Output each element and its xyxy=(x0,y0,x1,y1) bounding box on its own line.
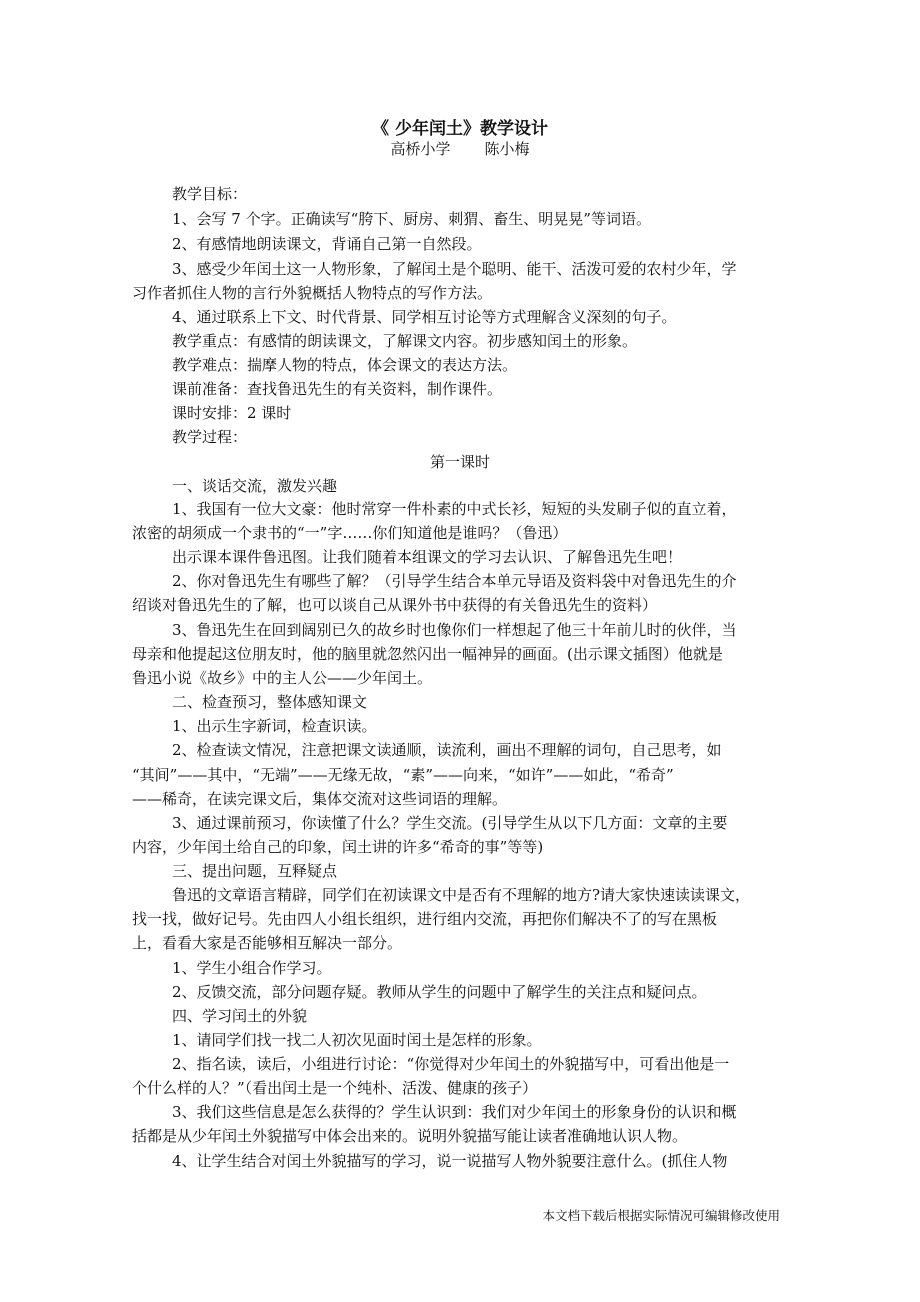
text-line: 浓密的胡须成一个隶书的“一”字……你们知道他是谁吗？（鲁迅） xyxy=(132,524,568,542)
text-line: 二、检查预习，整体感知课文 xyxy=(172,693,368,711)
text-line: 1、会写 7 个字。正确读写“胯下、厨房、刺猬、畜生、明晃晃”等词语。 xyxy=(172,210,651,228)
text-line: 内容，少年闰土给自己的印象，闰土讲的许多“希奇的事”等等) xyxy=(132,838,544,856)
text-line: 3、我们这些信息是怎么获得的？学生认识到：我们对少年闰土的形象身份的认识和概 xyxy=(172,1103,737,1121)
text-line: ——稀奇，在读完课文后，集体交流对这些词语的理解。 xyxy=(132,790,508,808)
teacher-name: 陈小梅 xyxy=(484,140,530,158)
text-line: 教学过程： xyxy=(172,428,248,446)
text-line: 教学难点：揣摩人物的特点，体会课文的表达方法。 xyxy=(172,356,518,374)
text-line: 1、请同学们找一找二人初次见面时闰土是怎样的形象。 xyxy=(172,1031,542,1049)
text-line: 4、让学生结合对闰土外貌描写的学习，说一说描写人物外貌要注意什么。(抓住人物 xyxy=(172,1152,728,1170)
text-line: 2、有感情地朗读课文，背诵自己第一自然段。 xyxy=(172,235,482,253)
text-line: 1、学生小组合作学习。 xyxy=(172,959,332,977)
text-line: 3、感受少年闰土这一人物形象，了解闰土是个聪明、能干、活泼可爱的农村少年，学 xyxy=(172,260,737,278)
text-line: 四、学习闰土的外貌 xyxy=(172,1007,308,1025)
text-line: 上，看看大家是否能够相互解决一部分。 xyxy=(132,934,403,952)
text-line: 3、鲁迅先生在回到阔别已久的故乡时也像你们一样想起了他三十年前儿时的伙伴，当 xyxy=(172,621,737,639)
text-line: 找一找，做好记号。先由四人小组长组织，进行组内交流，再把你们解决不了的写在黑板 xyxy=(132,910,718,928)
text-line: 1、出示生字新词，检查识读。 xyxy=(172,717,377,735)
text-line: 教学重点：有感情的朗读课文，了解课文内容。初步感知闰土的形象。 xyxy=(172,332,638,350)
section-heading: 第一课时 xyxy=(429,453,490,471)
author-line xyxy=(0,138,920,159)
text-line: 2、反馈交流，部分问题存疑。教师从学生的问题中了解学生的关注点和疑问点。 xyxy=(172,983,707,1001)
text-line: 一、谈话交流，激发兴趣 xyxy=(172,477,338,495)
text-line: 课前准备：查找鲁迅先生的有关资料，制作课件。 xyxy=(172,380,503,398)
text-line: 鲁迅小说《故乡》中的主人公——少年闰土。 xyxy=(132,669,433,687)
footer-note: 本文档下载后根据实际情况可编辑修改使用 xyxy=(542,1208,780,1223)
text-line: 3、通过课前预习，你读懂了什么？学生交流。(引导学生从以下几方面：文章的主要 xyxy=(172,814,728,832)
text-line: 习作者抓住人物的言行外貌概括人物特点的写作方法。 xyxy=(132,284,493,302)
text-line: 2、检查读文情况，注意把课文读通顺，读流利，画出不理解的词句，自己思考，如 xyxy=(172,741,722,759)
text-line: “其间”——其中，“无端”——无缘无故，“素”——向来，“如许”——如此，“希奇” xyxy=(132,766,674,784)
text-line: 绍谈对鲁迅先生的了解，也可以谈自己从课外书中获得的有关鲁迅先生的资料） xyxy=(132,596,658,614)
text-line: 鲁迅的文章语言精辟，同学们在初读课文中是否有不理解的地方?请大家快速读读课文， xyxy=(172,886,751,904)
text-line: 教学目标： xyxy=(172,185,248,203)
text-line: 母亲和他提起这位朋友时，他的脑里就忽然闪出一幅神异的画面。(出示课文插图）他就是 xyxy=(132,645,723,663)
text-line: 括都是从少年闰土外貌描写中体会出来的。说明外貌描写能让读者准确地认识人物。 xyxy=(132,1127,688,1145)
text-line: 1、我国有一位大文豪：他时常穿一件朴素的中式长衫，短短的头发刷子似的直立着， xyxy=(172,500,737,518)
text-line: 2、你对鲁迅先生有哪些了解？（引导学生结合本单元导语及资料袋中对鲁迅先生的介 xyxy=(172,572,737,590)
text-line: 4、通过联系上下文、时代背景、同学相互讨论等方式理解含义深刻的句子。 xyxy=(172,308,677,326)
text-line: 2、指名读，读后，小组进行讨论：“你觉得对少年闰土的外貌描写中，可看出他是一 xyxy=(172,1055,730,1073)
document-title: 《 少年闰土》教学设计 xyxy=(372,119,548,139)
text-line: 出示课本课件鲁迅图。让我们随着本组课文的学习去认识、了解鲁迅先生吧！ xyxy=(172,548,683,566)
text-line: 课时安排：2 课时 xyxy=(172,404,292,422)
school-name: 高桥小学 xyxy=(390,140,451,158)
text-line: 三、提出问题，互释疑点 xyxy=(172,862,338,880)
text-line: 个什么样的人？”（看出闰土是一个纯朴、活泼、健康的孩子） xyxy=(132,1079,538,1097)
